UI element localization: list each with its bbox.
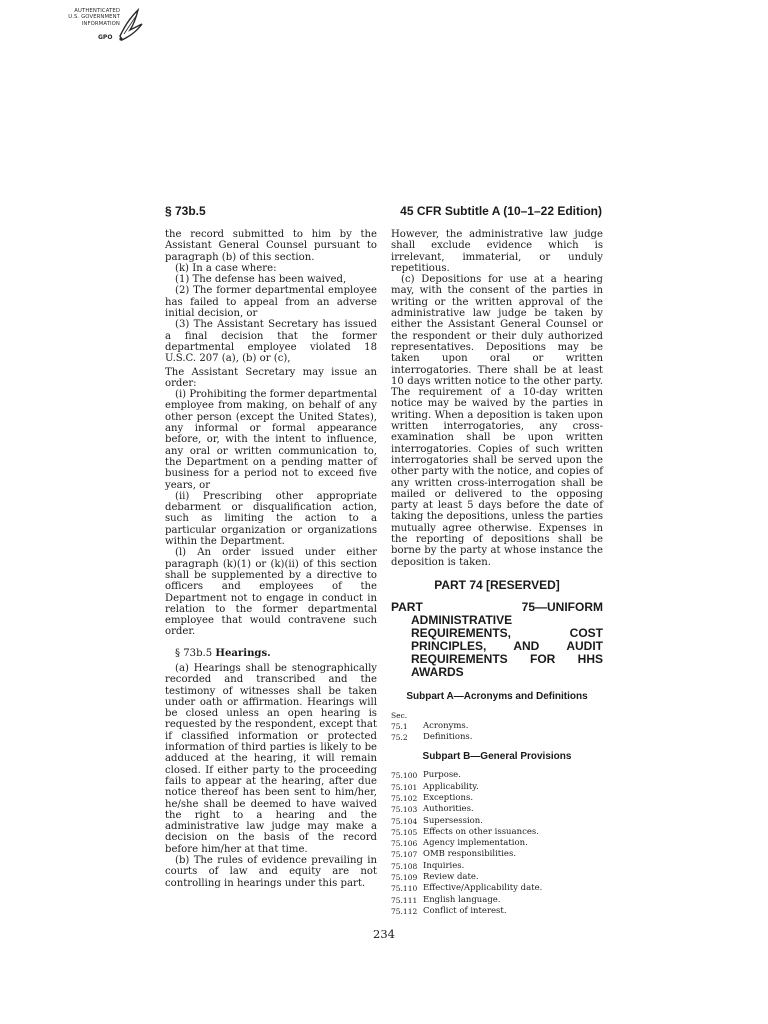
right-column [391, 229, 603, 917]
toc-entry [391, 849, 603, 860]
paragraph: (2) The former departmental employee has failed to appeal from an adverse initial decision, or [165, 285, 377, 320]
toc-title: Conflict of interest. [423, 905, 507, 916]
logo-line: U.S. GOVERNMENT [68, 14, 120, 21]
paragraph: (ii) Prescribing other appropriate debarment or disqualification action, such as limiting the action to a particular organization or organizations within the Department. [165, 490, 377, 548]
toc-entry [391, 782, 603, 793]
running-header-title: 45 CFR Subtitle A (10–1–22 Edition) [400, 204, 602, 218]
page-number: 234 [373, 927, 395, 941]
subpart-b-toc [391, 770, 603, 917]
toc-entry [391, 804, 603, 815]
toc-number: 75.108 [391, 861, 418, 871]
toc-entry [391, 906, 603, 917]
toc-title: Review date. [423, 872, 479, 883]
toc-number: 75.2 [391, 732, 408, 742]
paragraph: (k) In a case where: [175, 262, 277, 274]
toc-number: 75.101 [391, 782, 418, 792]
toc-number: 75.111 [391, 895, 418, 905]
eagle-icon [114, 6, 144, 46]
toc-entry [391, 721, 603, 732]
toc-entry [391, 732, 603, 743]
paragraph: the record submitted to him by the Assistant General Counsel pursuant to paragraph (b) of this section. [165, 229, 377, 263]
toc-title: Effective/Applicability date. [423, 883, 543, 894]
toc-entry [391, 895, 603, 906]
toc-title: English language. [423, 894, 501, 905]
toc-entry [391, 770, 603, 781]
part-74-heading: PART 74 [RESERVED] [434, 577, 560, 592]
subpart-b-heading: Subpart B—General Provisions [422, 751, 572, 763]
running-header-section: § 73b.5 [165, 204, 206, 218]
toc-entry [391, 838, 603, 849]
toc-title: Authorities. [423, 804, 474, 815]
toc-number: 75.110 [391, 884, 418, 894]
toc-title: Effects on other issuances. [423, 826, 539, 837]
toc-number: 75.112 [391, 906, 418, 916]
toc-number: 75.105 [391, 827, 418, 837]
toc-number: 75.107 [391, 850, 418, 860]
toc-title: Definitions. [423, 731, 473, 742]
paragraph: (i) Prohibiting the former departmental employee from making, on behalf of any other person (except the United States), any informal or formal appearance before, or, with the intent to influence, any oral or written communication to, the Department on a pending matter of business for a period not to exceed five years, or [165, 389, 377, 491]
toc-number: 75.1 [391, 721, 408, 731]
toc-title: OMB responsibilities. [423, 849, 517, 860]
section-title: Hearings. [215, 647, 271, 659]
toc-entry [391, 883, 603, 894]
toc-number: 75.102 [391, 793, 418, 803]
toc-entry [391, 816, 603, 827]
paragraph: However, the administrative law judge shall exclude evidence which is irrelevant, immaterial, or unduly repetitious. [391, 229, 603, 274]
gpo-authenticated-logo [58, 6, 144, 46]
toc-number: 75.104 [391, 816, 418, 826]
left-column [165, 229, 377, 889]
toc-title: Applicability. [423, 781, 479, 792]
paragraph: (b) The rules of evidence prevailing in courts of law and equity are not controlling in hearings under this part. [165, 855, 377, 889]
toc-entry [391, 827, 603, 838]
paragraph: (1) The defense has been waived, [175, 274, 347, 286]
paragraph: (3) The Assistant Secretary has issued a final decision that the former departmental employee violated 18 U.S.C. 207 (a), (b) or (c), [165, 319, 377, 365]
logo-line: INFORMATION [81, 20, 120, 27]
toc-title: Exceptions. [423, 792, 474, 803]
paragraph: (c) Depositions for use at a hearing may, with the consent of the parties in writing or the written approval of the administrative law judge be taken by either the Assistant General Counsel or the respondent or their duly authorized representatives. Depositions may be taken upon oral or written interrogatories. There shall be at least 10 days written notice to the other party. The requirement of a 10-day written notice may be waived by the parties in writing. When a deposition is taken upon written interrogatories, any cross-examination shall be upon written interrogatories. Copies of such written interrogatories shall be served upon the other party with the notice, and copies of any written cross-interrogation shall be mailed or delivered to the opposing party at least 5 days before the date of taking the depositions, unless the parties mutually agree otherwise. Expenses in the reporting of depositions shall be borne by the party at whose instance the deposition is taken. [391, 274, 603, 568]
logo-line: AUTHENTICATED [74, 8, 120, 14]
paragraph: The Assistant Secretary may issue an order: [165, 366, 377, 389]
subpart-a-heading: Subpart A—Acronyms and Definitions [406, 691, 588, 703]
toc-number: 75.106 [391, 839, 418, 849]
toc-number: 75.103 [391, 805, 418, 815]
toc-entry [391, 861, 603, 872]
toc-title: Inquiries. [423, 860, 465, 871]
toc-number: 75.109 [391, 873, 418, 883]
toc-title: Agency implementation. [423, 838, 528, 849]
toc-number: 75.100 [391, 771, 418, 781]
paragraph: (l) An order issued under either paragraph (k)(1) or (k)(ii) of this section shall be supplemented by a directive to officers and employees of the Department not to engage in conduct in relation to the former departmental employee that would contravene such order. [165, 547, 377, 638]
toc-title: Purpose. [423, 770, 461, 781]
toc-entry [391, 872, 603, 883]
section-heading [165, 648, 377, 659]
sec-label: Sec. [391, 710, 408, 720]
toc-title: Supersession. [423, 815, 483, 826]
logo-text [58, 8, 120, 27]
toc-entry [391, 793, 603, 804]
section-number: § 73b.5 [175, 647, 213, 659]
toc-title: Acronyms. [423, 720, 469, 731]
paragraph: (a) Hearings shall be stenographically recorded and transcribed and the testimony of witnesses shall be taken under oath or affirmation. Hearings will be closed unless an open hearing is requested by the respondent, except that if classified information or protected information of third parties is likely to be adduced at the hearing, it will remain closed. If either party to the proceeding fails to appear at the hearing, after due notice thereof has been sent to him/her, he/she shall be deemed to have waived the right to a hearing and the administrative law judge may make a decision on the basis of the record before him/her at that time. [165, 662, 377, 855]
logo-gpo-mark: GPO [98, 34, 113, 41]
part-75-heading: PART 75—UNIFORM ADMINISTRATIVE REQUIREMENTS, COST PRINCIPLES, AND AUDIT REQUIREMENTS FOR HHS AWARDS [391, 600, 603, 680]
